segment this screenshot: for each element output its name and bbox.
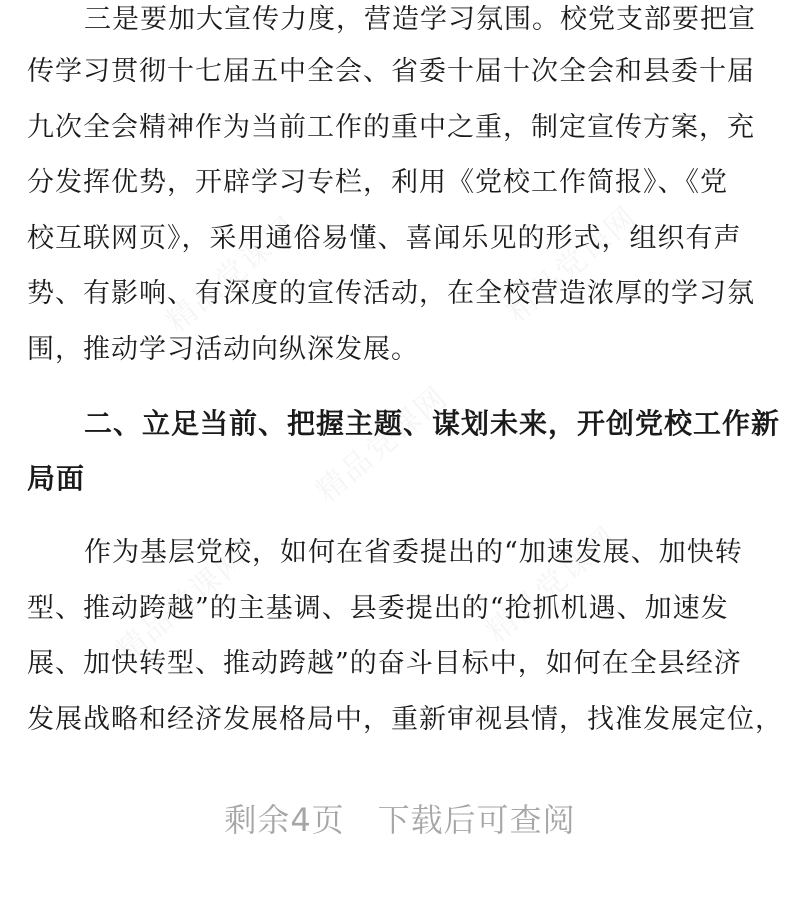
section-heading: 局面 — [27, 462, 86, 495]
paragraph-line: 展、加快转型、推动跨越”的奋斗目标中，如何在全县经济 — [27, 648, 742, 679]
paragraph-line: 三是要加大宣传力度，营造学习氛围。校党支部要把宣 — [84, 4, 756, 35]
paragraph-line: 校互联网页》，采用通俗易懂、喜闻乐见的形式，组织有声 — [27, 223, 742, 254]
watermark: 精品党课网 — [479, 519, 625, 650]
section-heading: 二、立足当前、把握主题、谋划未来，开创党校工作新 — [84, 407, 781, 440]
paragraph-line: 发展战略和经济发展格局中，重新审视县情，找准发展定位， — [27, 704, 783, 735]
paragraph-line: 分发挥优势，开辟学习专栏，利用《党校工作简报》、《党 — [27, 167, 728, 198]
watermark: 精品党课网 — [499, 199, 645, 330]
watermark: 精品党课网 — [309, 379, 455, 510]
watermark: 精品党课网 — [109, 539, 255, 670]
paragraph-line: 作为基层党校，如何在省委提出的“加速发展、加快转 — [84, 537, 743, 568]
remaining-pages-notice[interactable]: 剩余4页 下载后可查阅 — [224, 801, 576, 839]
watermark: 精品党课网 — [159, 209, 305, 340]
paragraph-line: 围，推动学习活动向纵深发展。 — [27, 334, 419, 365]
paragraph-line: 势、有影响、有深度的宣传活动，在全校营造浓厚的学习氛 — [27, 278, 755, 309]
paragraph-line: 型、推动跨越”的主基调、县委提出的“抢抓机遇、加速发 — [27, 593, 729, 624]
paragraph-line: 传学习贯彻十七届五中全会、省委十届十次全会和县委十届 — [27, 56, 755, 87]
paragraph-line: 九次全会精神作为当前工作的重中之重，制定宣传方案，充 — [27, 112, 755, 143]
